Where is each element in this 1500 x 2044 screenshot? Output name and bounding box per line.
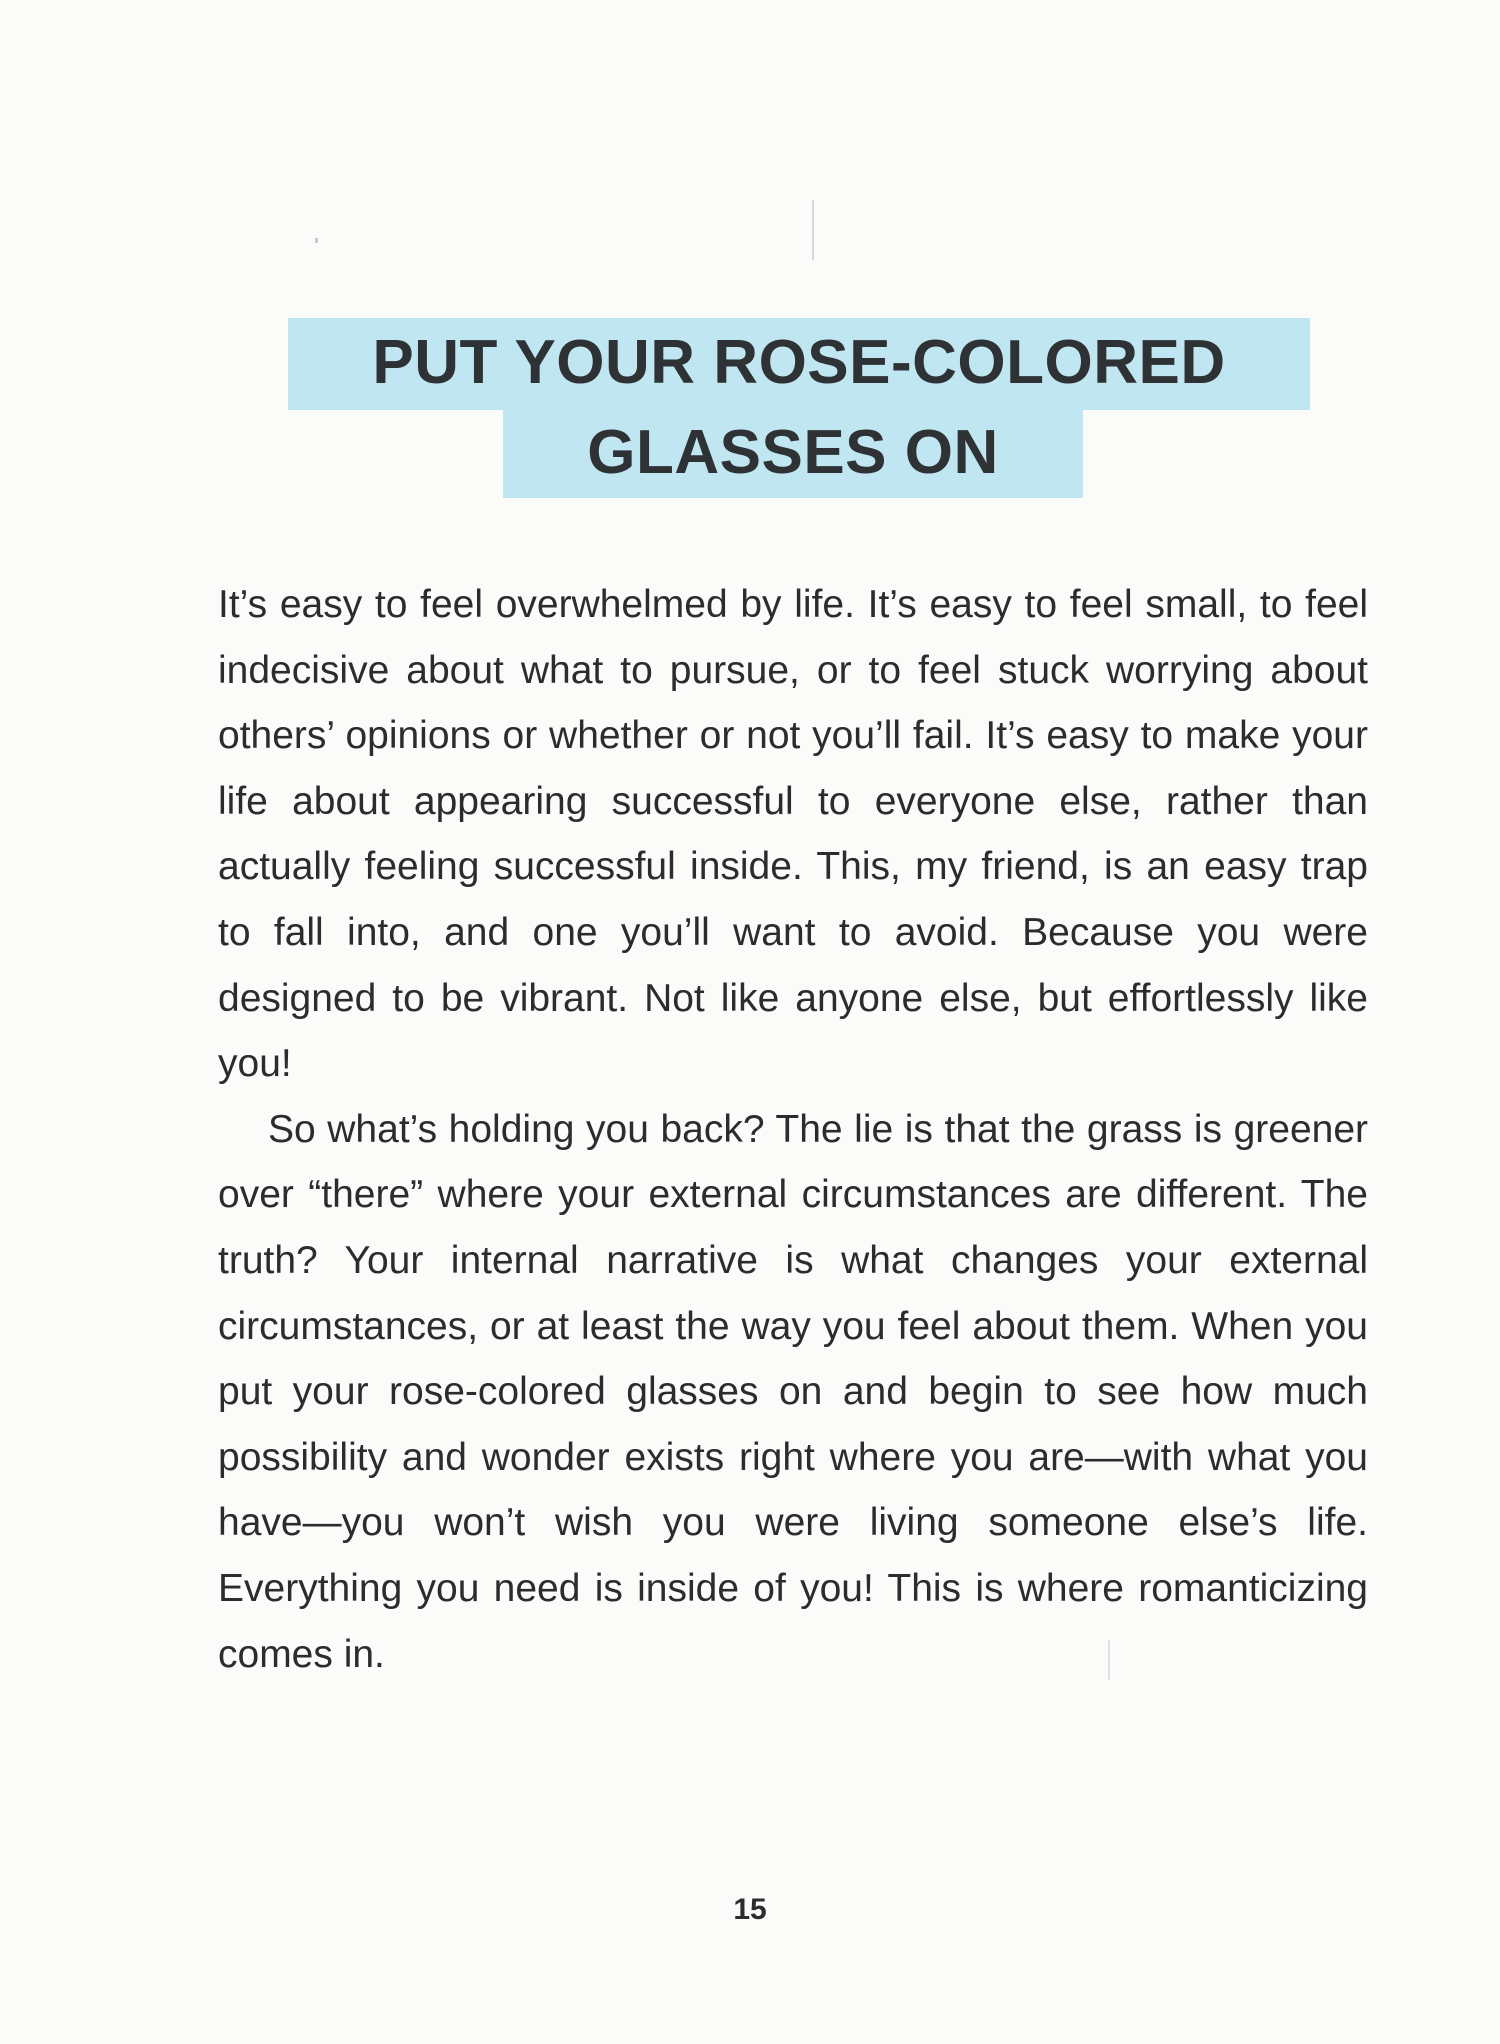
scan-artifact: [315, 238, 318, 243]
chapter-title-line-1: PUT YOUR ROSE-COLORED: [288, 318, 1310, 410]
page-number: 15: [733, 1893, 767, 1926]
body-text: [218, 572, 1368, 1687]
paragraph-2: So what’s holding you back? The lie is that the grass is greener over “there” where your external circumstances are different. The truth? Your internal narrative is what changes your external circumstances, or at least the way you feel about them. When you put your rose-colored glasses on and begin to see how much possibility and wonder exists right where you are—with what you have—you won’t wish you were living someone else’s life. Everything you need is inside of you! This is where romanticizing comes in.: [218, 1107, 1368, 1676]
chapter-title-line-2: GLASSES ON: [503, 410, 1083, 498]
scan-artifact: [812, 200, 814, 260]
paragraph-1: It’s easy to feel overwhelmed by life. It’s easy to feel small, to feel indecisive about what to pursue, or to feel stuck worrying about others’ opinions or whether or not you’ll fail. It’s easy to make your life about appearing successful to everyone else, rather than actually feeling successful inside. This, my friend, is an easy trap to fall into, and one you’ll want to avoid. Because you were designed to be vibrant. Not like anyone else, but effortlessly like you!: [218, 583, 1368, 1086]
